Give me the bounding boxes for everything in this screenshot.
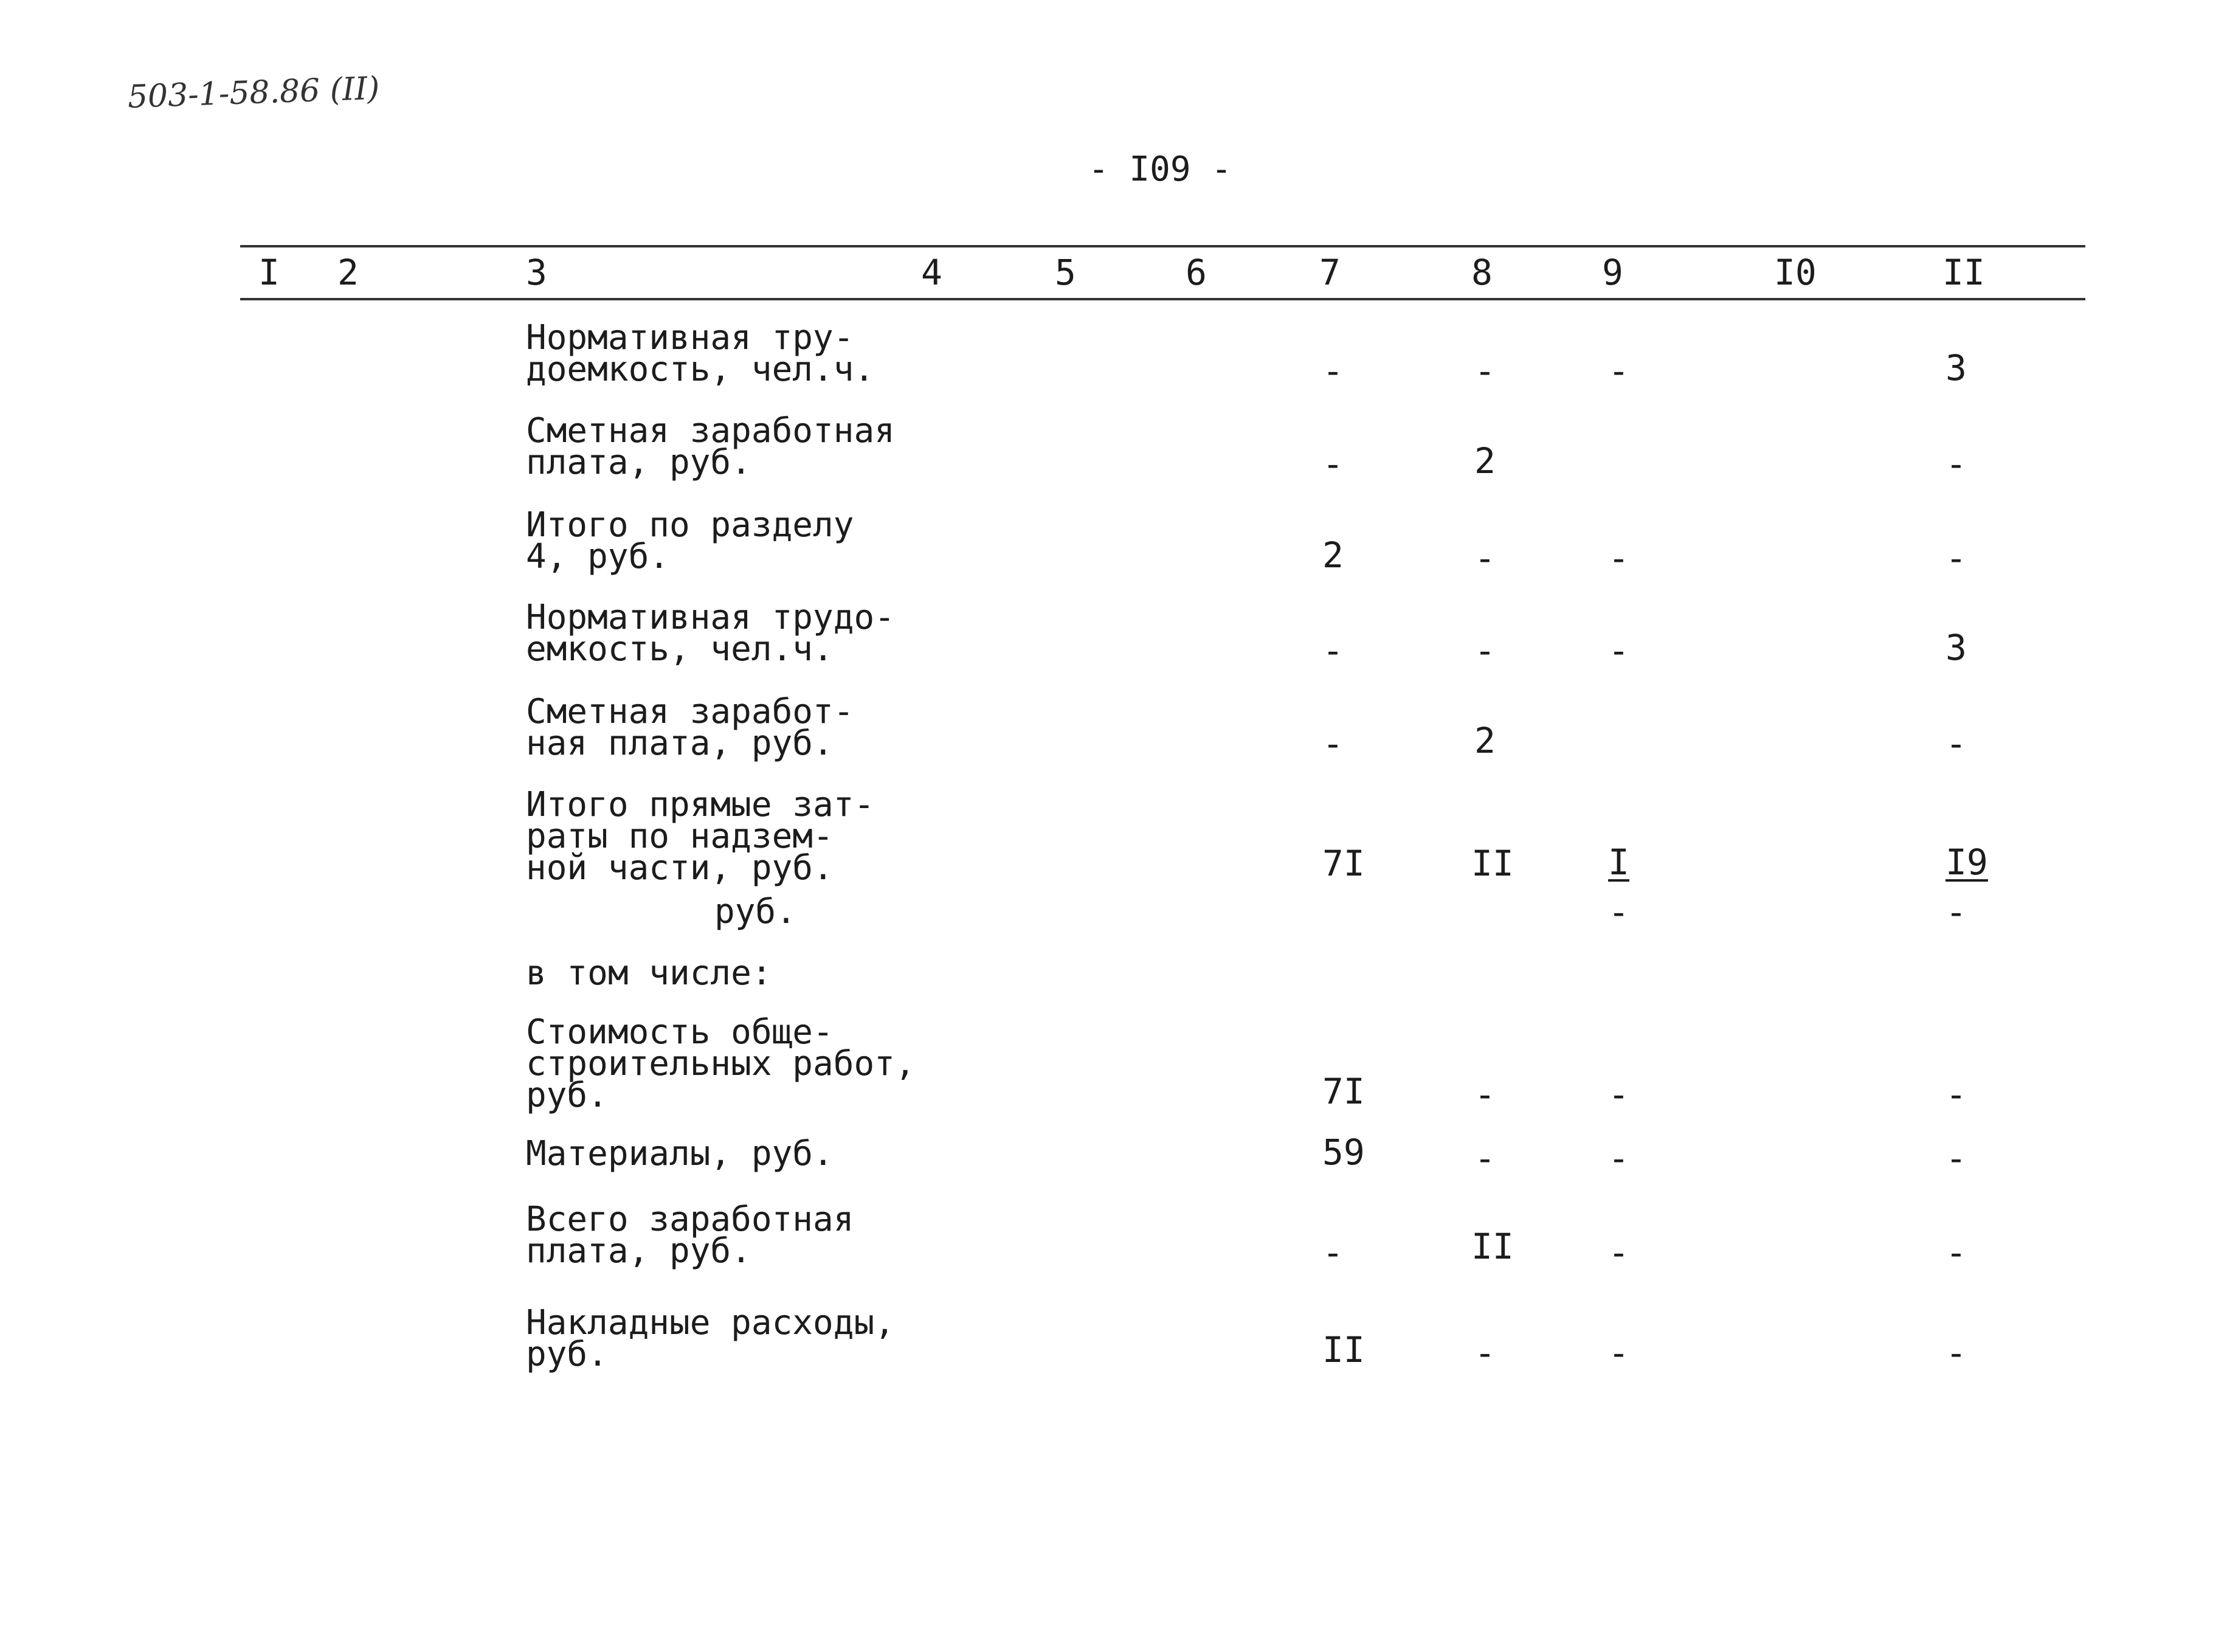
table-cell: - bbox=[1474, 537, 1496, 579]
table-cell: - bbox=[1608, 537, 1629, 579]
row-label: Сметная заработная плата, руб. bbox=[526, 411, 895, 482]
table-cell: - bbox=[1608, 1138, 1629, 1179]
table-cell: 7I bbox=[1322, 843, 1365, 884]
table-cell: 3 bbox=[1946, 347, 1967, 389]
column-header-7: 7 bbox=[1319, 252, 1341, 293]
table-cell: - bbox=[1322, 723, 1344, 764]
table-cell: 2 bbox=[1474, 440, 1496, 482]
row-label: Материалы, руб. bbox=[526, 1134, 834, 1173]
column-header-10: I0 bbox=[1774, 252, 1817, 293]
table-cell: - bbox=[1608, 630, 1629, 671]
table-cell: 7I bbox=[1322, 1071, 1365, 1112]
page-number: - I09 - bbox=[1088, 150, 1232, 189]
row-sub-unit: руб. bbox=[714, 892, 796, 931]
column-header-6: 6 bbox=[1186, 252, 1207, 293]
table-cell: - bbox=[1322, 350, 1344, 392]
column-header-4: 4 bbox=[921, 252, 942, 293]
column-header-11: II bbox=[1942, 252, 1985, 293]
row-label: Нормативная тру- доемкость, чел.ч. bbox=[526, 318, 875, 389]
table-cell: 2 bbox=[1322, 534, 1344, 576]
column-header-8: 8 bbox=[1471, 252, 1493, 293]
table-cell: - bbox=[1474, 350, 1496, 392]
table-cell: - bbox=[1474, 1074, 1496, 1115]
table-cell: - bbox=[1474, 630, 1496, 671]
row-label: Всего заработная плата, руб. bbox=[526, 1200, 854, 1271]
table-cell: - bbox=[1946, 537, 1967, 579]
table-cell: - bbox=[1946, 1232, 1967, 1273]
table-cell: II bbox=[1471, 843, 1514, 884]
table-cell: - bbox=[1474, 1138, 1496, 1179]
table-cell: - bbox=[1946, 723, 1967, 764]
table-header-rule bbox=[240, 298, 2085, 300]
table-cell: 3 bbox=[1946, 627, 1967, 668]
column-header-9: 9 bbox=[1602, 252, 1623, 293]
table-cell: - bbox=[1608, 350, 1629, 392]
table-cell: - bbox=[1946, 1138, 1967, 1179]
table-cell: - bbox=[1322, 1232, 1344, 1273]
row-label: Сметная заработ- ная плата, руб. bbox=[526, 692, 854, 763]
document-code: 503-1-58.86 (II) bbox=[126, 70, 381, 116]
table-cell: - bbox=[1946, 443, 1967, 485]
column-header-5: 5 bbox=[1055, 252, 1076, 293]
table-top-rule bbox=[240, 245, 2085, 247]
table-cell: I bbox=[1608, 842, 1629, 883]
table-cell: II bbox=[1471, 1226, 1514, 1267]
table-cell: - bbox=[1946, 891, 1967, 933]
column-header-1: I bbox=[258, 252, 280, 293]
column-header-3: 3 bbox=[526, 252, 547, 293]
row-label: Накладные расходы, руб. bbox=[526, 1303, 895, 1374]
table-cell: - bbox=[1608, 1232, 1629, 1273]
table-cell: I9 bbox=[1946, 842, 1988, 883]
table-cell: - bbox=[1946, 1074, 1967, 1115]
table-cell: 2 bbox=[1474, 720, 1496, 761]
table-cell: 59 bbox=[1322, 1132, 1365, 1173]
row-label: Стоимость обще- строительных работ, руб. bbox=[526, 1012, 916, 1115]
row-label: Итого по разделу 4, руб. bbox=[526, 505, 854, 576]
table-cell: - bbox=[1946, 1332, 1967, 1374]
table-cell: II bbox=[1322, 1329, 1365, 1370]
column-header-2: 2 bbox=[337, 252, 359, 293]
row-label: в том числе: bbox=[526, 953, 772, 993]
table-cell: - bbox=[1474, 1332, 1496, 1374]
table-cell: - bbox=[1608, 1074, 1629, 1115]
row-label: Итого прямые зат- раты по надзем- ной части, руб. bbox=[526, 785, 875, 888]
table-cell: - bbox=[1608, 891, 1629, 933]
table-cell: - bbox=[1322, 443, 1344, 485]
table-cell: - bbox=[1322, 630, 1344, 671]
table-cell: - bbox=[1608, 1332, 1629, 1374]
row-label: Нормативная трудо- емкость, чел.ч. bbox=[526, 598, 895, 669]
